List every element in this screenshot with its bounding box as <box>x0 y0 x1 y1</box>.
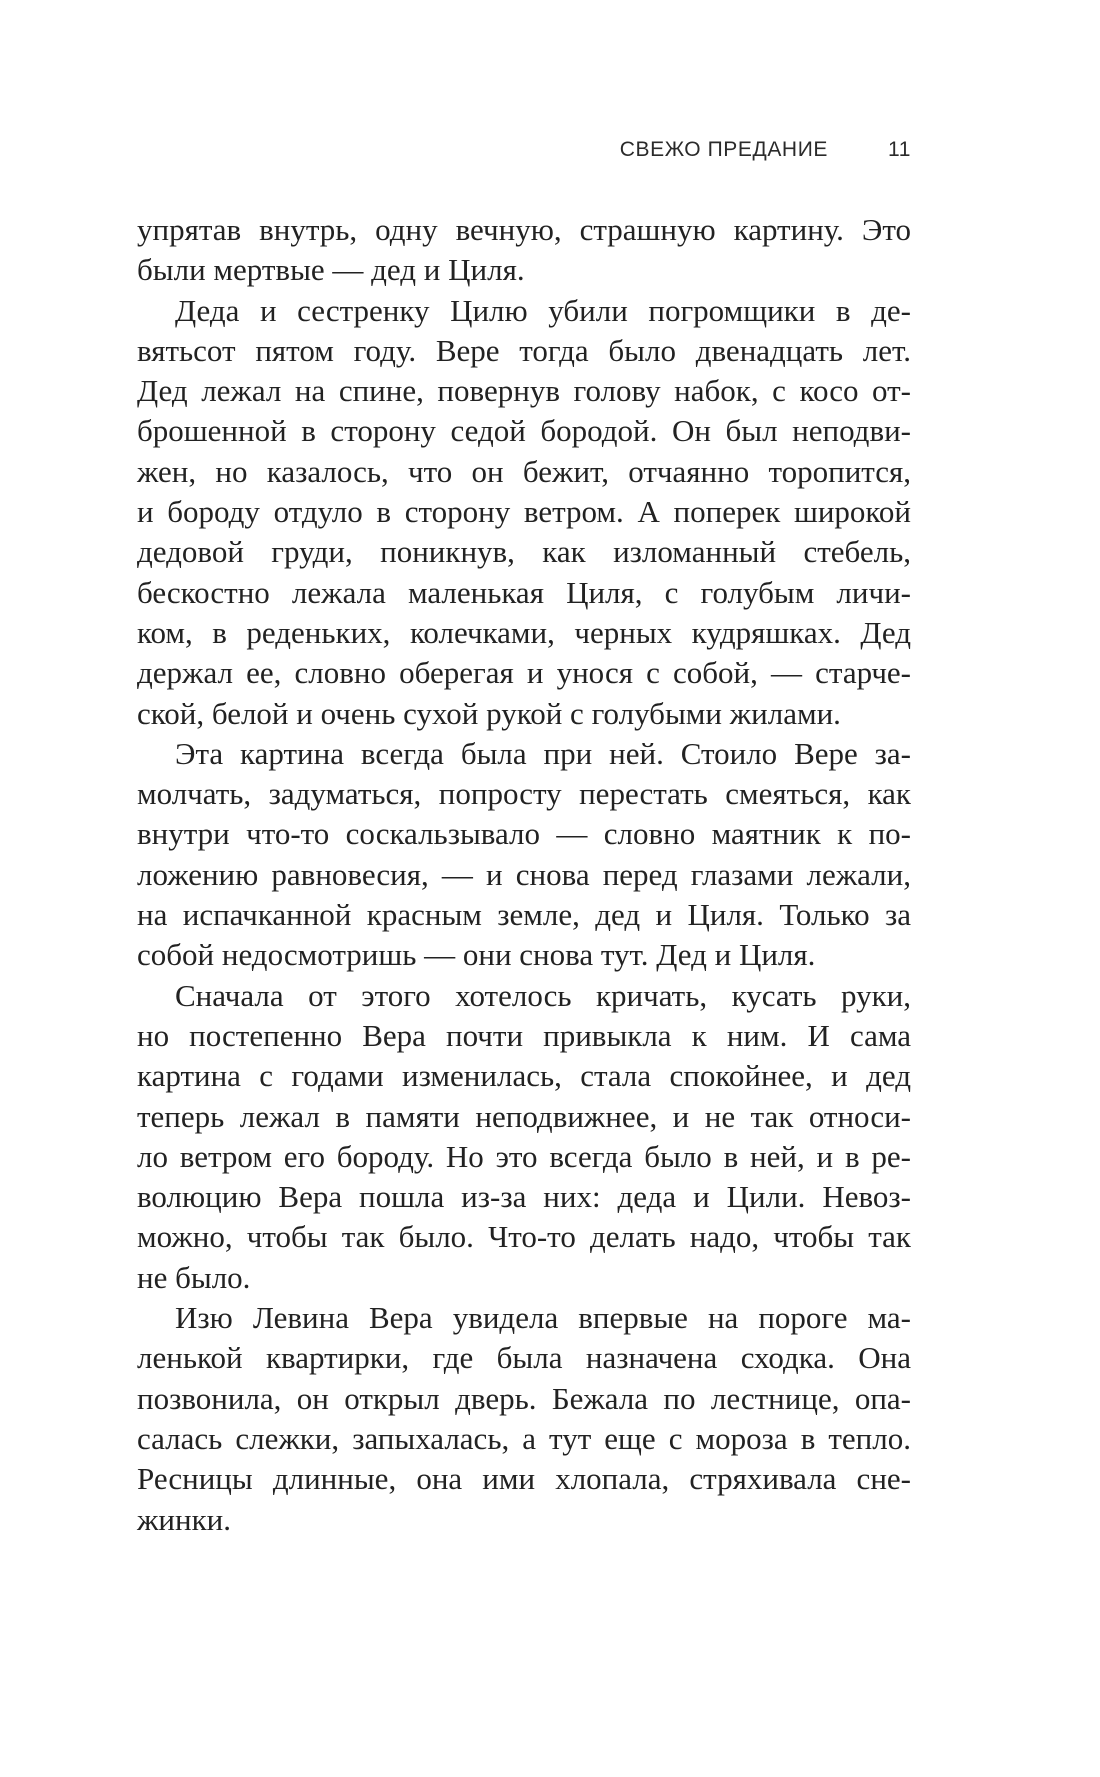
text-line: жинки. <box>137 1501 231 1537</box>
paragraph-3 <box>137 734 911 976</box>
text-line: брошенной в сторону седой бородой. Он был неподви- <box>137 413 911 449</box>
text-line: картина с годами изменилась, стала спокойнее, и дед <box>137 1058 911 1094</box>
text-line: жен, но казалось, что он бежит, отчаянно торопится, <box>137 453 911 489</box>
running-title: СВЕЖО ПРЕДАНИЕ <box>619 138 828 161</box>
text-line: были мертвые — дед и Циля. <box>137 252 525 288</box>
text-line: упрятав внутрь, одну вечную, страшную картину. Это <box>137 212 911 247</box>
text-line: ло ветром его бороду. Но это всегда было в ней, и в ре- <box>137 1138 911 1174</box>
text-line: Эта картина всегда была при ней. Стоило Вере за- <box>175 735 911 771</box>
text-line: не было. <box>137 1259 251 1295</box>
text-line: молчать, задуматься, попросту перестать смеяться, как <box>137 776 911 812</box>
text-line: но постепенно Вера почти привыкла к ним. И сама <box>137 1017 911 1053</box>
text-line: на испачканной красным земле, дед и Циля. Только за <box>137 897 911 933</box>
body-text <box>137 210 911 1540</box>
text-line: дедовой груди, поникнув, как изломанный стебель, <box>137 534 911 570</box>
text-line: бескостно лежала маленькая Циля, с голубым личи- <box>137 574 911 610</box>
paragraph-1 <box>137 210 911 291</box>
text-line: Ресницы длинные, она ими хлопала, стряхивала сне- <box>137 1461 911 1497</box>
text-line: теперь лежал в памяти неподвижнее, и не так относи- <box>137 1098 911 1134</box>
text-line: Изю Левина Вера увидела впервые на пороге ма- <box>175 1300 911 1336</box>
page-number: 11 <box>888 138 911 161</box>
paragraph-5 <box>137 1298 911 1540</box>
text-line: собой недосмотришь — они снова тут. Дед и Циля. <box>137 937 816 973</box>
text-line: ком, в реденьких, колечками, черных кудряшках. Дед <box>137 614 911 650</box>
text-line: и бороду отдуло в сторону ветром. А поперек широкой <box>137 494 911 530</box>
text-line: можно, чтобы так было. Что-то делать надо, чтобы так <box>137 1219 911 1255</box>
text-line: ской, белой и очень сухой рукой с голубыми жилами. <box>137 695 841 731</box>
text-line: вятьсот пятом году. Вере тогда было двенадцать лет. <box>137 332 911 368</box>
text-line: Деда и сестренку Цилю убили погромщики в де- <box>175 292 911 328</box>
paragraph-4 <box>137 976 911 1298</box>
running-head <box>137 138 911 162</box>
text-line: ленькой квартирки, где была назначена сходка. Она <box>137 1340 911 1376</box>
text-line: Дед лежал на спине, повернув голову набок, с косо от- <box>137 373 911 409</box>
paragraph-2 <box>137 291 911 734</box>
text-line: внутри что-то соскальзывало — словно маятник к по- <box>137 816 911 852</box>
text-line: позвонила, он открыл дверь. Бежала по лестнице, опа- <box>137 1380 911 1416</box>
text-line: волюцию Вера пошла из-за них: деда и Цили. Невоз- <box>137 1179 911 1215</box>
text-line: ложению равновесия, — и снова перед глазами лежали, <box>137 856 911 892</box>
text-line: держал ее, словно оберегая и унося с собой, — старче- <box>137 655 911 691</box>
text-line: салась слежки, запыхалась, а тут еще с мороза в тепло. <box>137 1420 911 1456</box>
text-line: Сначала от этого хотелось кричать, кусать руки, <box>175 977 911 1013</box>
